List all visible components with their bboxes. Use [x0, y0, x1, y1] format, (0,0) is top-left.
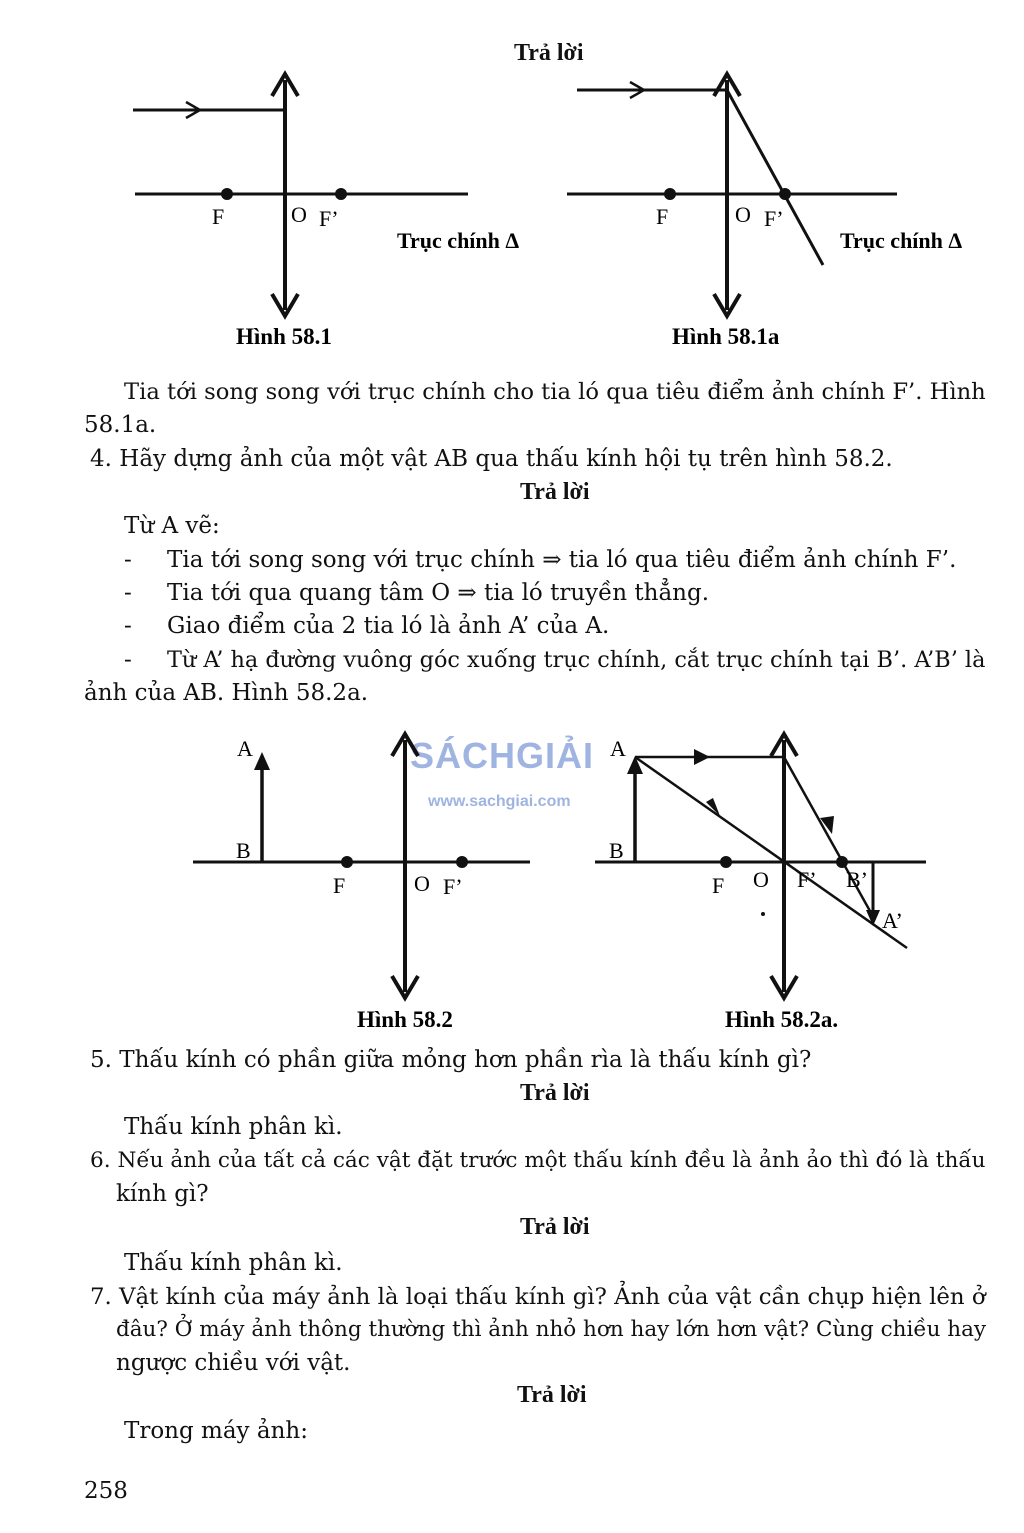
focal-point-f: [664, 188, 676, 200]
answer-4-intro: Từ A vẽ:: [124, 513, 220, 539]
label-a: A: [237, 736, 253, 761]
caption-58-1a: Hình 58.1a: [672, 324, 780, 349]
answer-4-item: Tia tới song song với trục chính ⇒ tia ló qua tiêu điểm ảnh chính F’.: [167, 547, 957, 573]
label-o: O: [414, 871, 430, 896]
label-b-prime: B’: [846, 867, 868, 892]
label-b: B: [609, 838, 624, 863]
answer-heading-7: Trả lời: [517, 1382, 587, 1408]
question-6-line-1: 6. Nếu ảnh của tất cả các vật đặt trước một thấu kính đều là ảnh ảo thì đó là thấu: [90, 1148, 986, 1173]
label-f: F: [212, 204, 225, 229]
label-f: F: [712, 873, 725, 898]
answer-7-intro: Trong máy ảnh:: [124, 1418, 308, 1444]
label-f-prime: F’: [443, 874, 463, 899]
refracted-ray: [727, 90, 823, 265]
label-o: O: [753, 867, 769, 892]
ray-through-f-prime: [784, 757, 875, 920]
ray-through-center: [635, 757, 907, 948]
answer-heading-4: Trả lời: [520, 479, 590, 505]
figure-58-1a: [567, 74, 962, 349]
watermark-url: www.sachgiai.com: [428, 793, 571, 810]
caption-58-1: Hình 58.1: [236, 324, 332, 349]
label-o: O: [735, 202, 751, 227]
bullet-dash: -: [124, 647, 132, 673]
axis-label: Trục chính Δ: [397, 228, 520, 253]
answer-6: Thấu kính phân kì.: [124, 1250, 343, 1276]
answer-4-item: Giao điểm của 2 tia ló là ảnh A’ của A.: [167, 613, 610, 639]
focal-point-f: [341, 856, 353, 868]
focal-point-f-prime: [335, 188, 347, 200]
bullet-dash: -: [124, 580, 132, 606]
label-f-prime: F’: [797, 867, 817, 892]
watermark-logo: SÁCHGIẢI: [410, 735, 595, 776]
figures-58-2: [0, 720, 1024, 1040]
caption-58-2: Hình 58.2: [357, 1007, 453, 1032]
question-5: 5. Thấu kính có phần giữa mỏng hơn phần rìa là thấu kính gì?: [90, 1047, 812, 1073]
label-f: F: [656, 204, 669, 229]
label-a: A: [610, 736, 626, 761]
answer-4-item: Từ A’ hạ đường vuông góc xuống trục chính, cắt trục chính tại B’. A’B’ là: [167, 647, 986, 673]
label-a-prime: A’: [882, 908, 903, 933]
question-4: 4. Hãy dựng ảnh của một vật AB qua thấu kính hội tụ trên hình 58.2.: [90, 446, 893, 472]
focal-point-f-prime: [456, 856, 468, 868]
focal-point-f: [720, 856, 732, 868]
label-f: F: [333, 873, 346, 898]
question-7-line-2: đâu? Ở máy ảnh thông thường thì ảnh nhỏ hơn hay lớn hơn vật? Cùng chiều hay: [116, 1317, 987, 1342]
focal-point-f-prime: [779, 188, 791, 200]
bullet-dash: -: [124, 613, 132, 639]
answer-5: Thấu kính phân kì.: [124, 1114, 343, 1140]
question-6-line-2: kính gì?: [116, 1181, 209, 1207]
bullet-dash: -: [124, 547, 132, 573]
paragraph-line-2: 58.1a.: [84, 412, 157, 438]
figure-58-2: [193, 734, 530, 1032]
axis-label: Trục chính Δ: [840, 228, 963, 253]
label-o: O: [291, 202, 307, 227]
question-7-line-1: 7. Vật kính của máy ảnh là loại thấu kính gì? Ảnh của vật cần chụp hiện lên ở: [90, 1284, 986, 1310]
answer-heading-6: Trả lời: [520, 1214, 590, 1240]
answer-heading-top: Trả lời: [514, 40, 584, 66]
paragraph-line-1: Tia tới song song với trục chính cho tia ló qua tiêu điểm ảnh chính F’. Hình: [124, 379, 986, 405]
question-7-line-3: ngược chiều với vật.: [116, 1350, 351, 1376]
answer-heading-5: Trả lời: [520, 1080, 590, 1106]
figures-58-1: [0, 0, 1024, 360]
answer-4-item: Tia tới qua quang tâm O ⇒ tia ló truyền thẳng.: [167, 580, 710, 606]
focal-point-f: [221, 188, 233, 200]
figure-58-1: [133, 74, 519, 349]
label-b: B: [236, 838, 251, 863]
page-number: 258: [84, 1478, 128, 1504]
label-f-prime: F’: [764, 206, 784, 231]
figure-58-2a: [595, 734, 926, 1032]
caption-58-2a: Hình 58.2a.: [725, 1007, 839, 1032]
answer-4-last-line: ảnh của AB. Hình 58.2a.: [84, 680, 369, 706]
label-f-prime: F’: [319, 206, 339, 231]
